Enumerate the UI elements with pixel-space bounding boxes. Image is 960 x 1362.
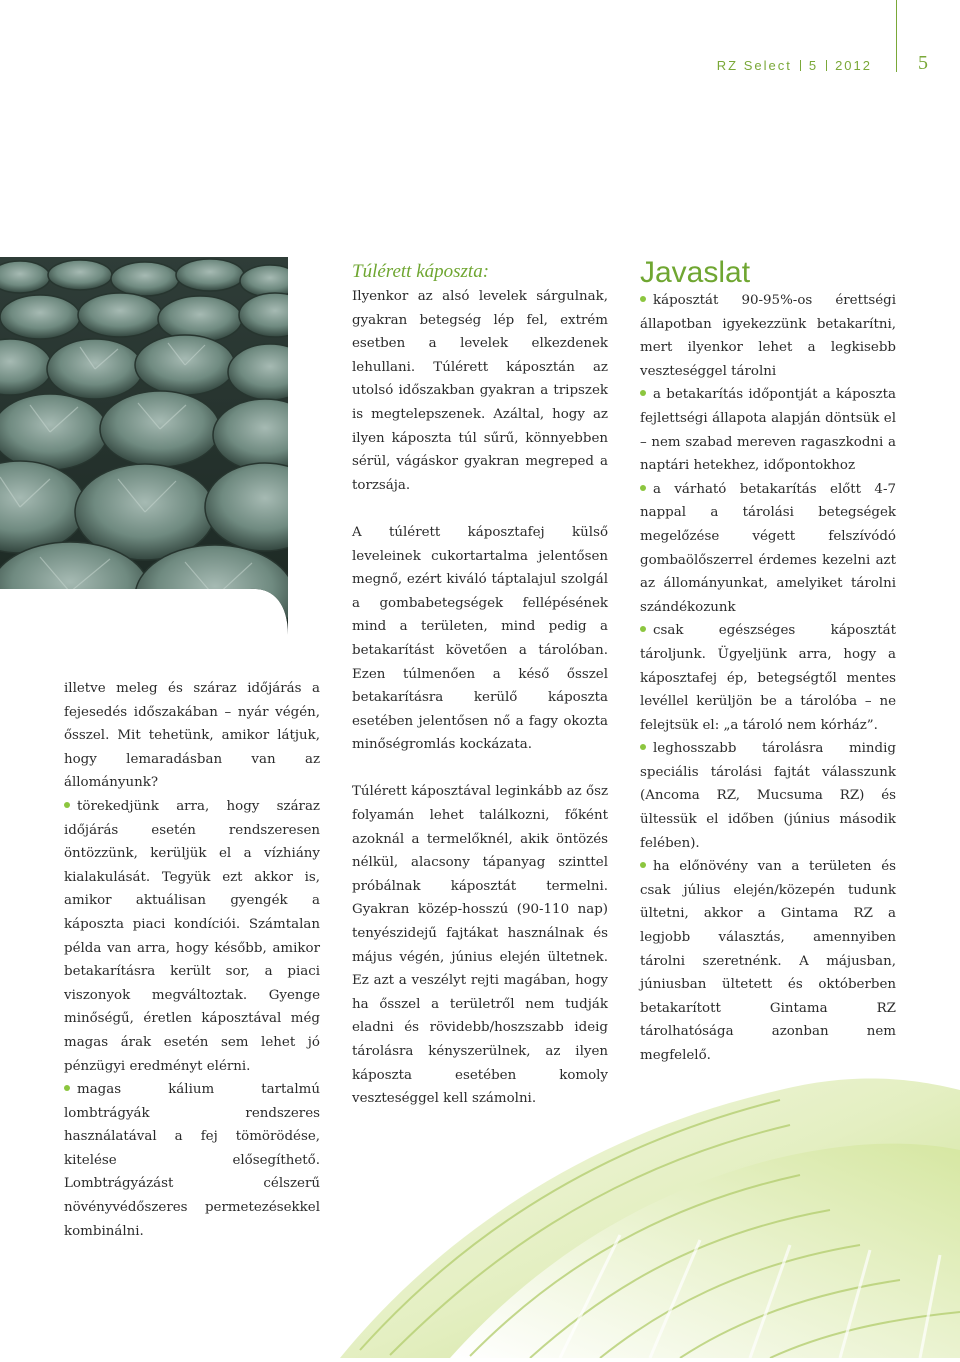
bullet-dot-icon — [640, 744, 646, 750]
bullet-text: törekedjünk arra, hogy száraz időjárás esetén rendszeresen öntözzünk, kerüljük el a vízhiány kialakulását. Tegyük ezt akkor is, amikor aktuálisan gyengék a káposzta piaci kondíciói. Számtalan példa van arra, hogy később, amikor betakarításra került sor, a piaci viszonyok megváltoztak. Gyenge minőségű, éretlen káposztával még magas árak esetén sem lehet jó pénzügyi eredményt elérni. — [64, 798, 320, 1074]
header-divider-line — [896, 0, 897, 72]
bullet-dot-icon — [64, 1085, 70, 1091]
page-number: 5 — [918, 52, 928, 74]
running-header — [717, 58, 872, 73]
paragraph: Túlérett káposztával leginkább az ősz folyamán lehet találkozni, főként azoknál a termelőknél, akik öntözés nélkül, alacsony tápanyag szinttel próbálnak káposztát termelni. Gyakran közép-hosszú (90-110 nap) tenyészidejű fajtákat használnak és május végén, június elején ültetnek. Ez azt a veszélyt rejti magában, hogy ha ősszel a területről nem tudják eladni és rövidebb/hoszszabb ideig tárolásra kényszerülnek, az ilyen káposzta esetében komoly veszteséggel kell számolni. — [352, 784, 608, 1107]
bullet-dot-icon — [640, 862, 646, 868]
bullet-item — [640, 478, 896, 620]
bullet-text: a várható betakarítás előtt 4-7 nappal a tárolási betegségek megelőzése végett felszívódó gombaölőszerrel érdemes kezelni azt az állományunkat, amelyiket tárolni szándékozunk — [640, 481, 896, 615]
bullet-text: a betakarítás időpontját a káposzta fejlettségi állapota alapján döntsük el – nem szabad mereven ragaszkodni a naptári hetekhez, időpontokhoz — [640, 387, 896, 474]
header-separator — [826, 60, 827, 71]
bullet-dot-icon — [640, 485, 646, 491]
paragraph: Ilyenkor az alsó levelek sárgulnak, gyakran betegség lép fel, extrém esetben a levelek elkezdenek lehullani. Túlérett káposztán az utolsó időszakban gyakran a tripszek is megtelepszenek. Azáltal, hogy az ilyen káposzta túl sűrű, könnyebben sérül, vágáskor gyakran megreped a torzsája. — [352, 289, 608, 493]
section-heading: Túlérett káposzta: — [352, 261, 490, 282]
issue-year: 2012 — [835, 58, 872, 73]
paragraph: A túlérett káposztafej külső leveleinek cukortartalma jelentősen megnő, ezért kiváló táptalajul szolgál a gombabetegségek fellépésének mind a területen, mind pedig a betakarítást követően a tárolóban. Ezen túlmenően a késő ősszel betakarításra kerülő káposzta esetében jelentősen nő a fagy okozta minőségromlás kockázata. — [352, 524, 608, 753]
bullet-item — [640, 619, 896, 737]
bullet-item — [640, 289, 896, 383]
bullet-item — [64, 1078, 320, 1243]
bullet-text: csak egészséges káposztát tároljunk. Ügyeljünk arra, hogy a káposztafej ép, betegségtől mentes levéllel kerüljön be a tárolóba – ne felejtsük el: „a tároló nem kórház”. — [640, 623, 896, 733]
cabbage-field-photo — [0, 257, 288, 635]
column-right — [640, 256, 896, 1068]
bullet-item — [640, 737, 896, 855]
bullet-text: leghosszabb tárolásra mindig speciális tárolási fajtát válasszunk (Ancoma RZ, Mucsuma RZ) és ültessük el időben (június második felében). — [640, 741, 896, 851]
bullet-item — [64, 795, 320, 1078]
publication-name: RZ Select — [716, 58, 792, 73]
bullet-dot-icon — [640, 296, 646, 302]
bullet-text: magas kálium tartalmú lombtrágyák rendszeres használatával a fej tömörödése, kitelése elősegíthető. Lombtrágyázást célszerű növényvédőszeres permetezésekkel kombinálni. — [64, 1082, 320, 1239]
section-heading: Javaslat — [640, 256, 751, 289]
bullet-dot-icon — [640, 626, 646, 632]
bullet-dot-icon — [640, 390, 646, 396]
issue-number: 5 — [808, 58, 819, 73]
bullet-dot-icon — [64, 802, 70, 808]
paragraph-gap — [352, 757, 608, 781]
bullet-text: káposztát 90-95%-os érettségi állapotban igyekezzünk betakarítni, mert ilyenkor lehet a legkisebb veszteséggel tárolni — [640, 293, 896, 379]
bullet-text: ha előnövény van a területen és csak július elején/közepén tudunk ültetni, akkor a Gintama RZ a legjobb választás, amennyiben tárolni szeretnénk. A májusban, júniusban ültetett és októberben betakarított Gintama RZ tárolhatósága azonban nem megfelelő. — [640, 859, 896, 1063]
column-middle — [352, 259, 608, 1111]
header-separator — [800, 60, 801, 71]
paragraph-gap — [352, 497, 608, 521]
sliced-cabbage-photo — [300, 1030, 960, 1358]
bullet-item — [640, 383, 896, 477]
paragraph: illetve meleg és száraz időjárás a fejesedés időszakában – nyár végén, ősszel. Mit tehetünk, amikor látjuk, hogy lemaradásban van az állományunk? — [64, 681, 320, 791]
column-left — [64, 677, 320, 1243]
